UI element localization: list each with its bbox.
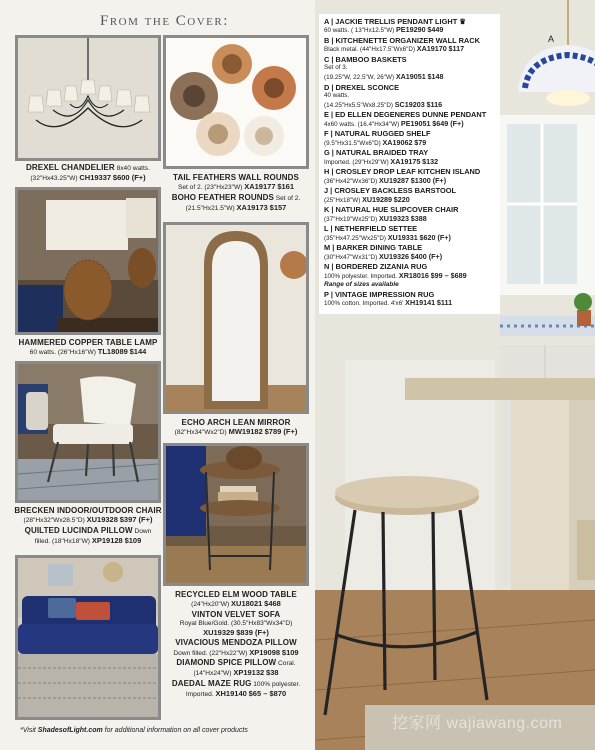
legend-name: KITCHENETTE ORGANIZER WALL RACK	[335, 36, 480, 45]
legend-spec: (37"Hx19"Wx25"D)	[324, 215, 378, 223]
elm-sku: XU18021	[231, 599, 263, 609]
brecken-dims: (28"Hx32"Wx28.5"D)	[23, 517, 85, 525]
lamp-name: HAMMERED COPPER TABLE LAMP	[18, 338, 158, 347]
mendoza-price: $109	[281, 647, 299, 657]
legend-detail	[324, 139, 496, 149]
legend-sku: XA19175	[390, 156, 421, 166]
legend-detail	[324, 177, 496, 187]
boho-price: $157	[269, 202, 287, 212]
elm-price: $468	[264, 599, 281, 609]
legend-spec2: (19.25"W, 22.5"W, 26"W)	[324, 74, 395, 81]
daedal-price: $65 – $870	[248, 688, 287, 698]
brecken-caption	[12, 506, 164, 546]
legend-sku: SC19203	[394, 99, 425, 109]
tail-sku: XA19177	[244, 182, 276, 192]
copper-lamp-photo	[15, 187, 161, 335]
legend-letter: L	[324, 224, 329, 234]
drexel-name: DREXEL CHANDELIER	[26, 163, 115, 172]
daedal-spec2: Imported.	[185, 690, 214, 698]
drexel-caption	[15, 163, 161, 184]
mendoza-name: VIVACIOUS MENDOZA PILLOW	[175, 638, 297, 648]
legend-spec: (25"Hx18"W)	[324, 196, 361, 204]
legend-spec: 60 watts. ( 13"Hx12.5"W)	[324, 27, 395, 35]
lucinda-spec: Down	[134, 527, 152, 535]
legend-detail	[324, 45, 496, 55]
legend-detail	[324, 101, 496, 111]
drexel-spec: 8x40 watts.	[116, 165, 150, 172]
legend-sku: XH19141	[405, 298, 436, 308]
legend-detail	[324, 299, 496, 309]
diamond-spec: Coral.	[278, 660, 296, 668]
tail-name: TAIL FEATHERS WALL ROUNDS	[173, 173, 299, 182]
legend-price: $388	[410, 213, 427, 223]
legend-price: $116	[426, 99, 443, 109]
legend-letter: H	[324, 167, 330, 177]
lamp-caption	[15, 338, 161, 358]
legend-item: K | NATURAL HUE SLIPCOVER CHAIR	[324, 205, 459, 215]
elm-dims: (24"Hx20"W)	[191, 601, 230, 609]
legend-item: C | BAMBOO BASKETS	[324, 55, 407, 64]
arch-mirror-image	[166, 225, 306, 411]
feather-rounds-photo	[163, 35, 309, 169]
legend-name: DREXEL SCONCE	[335, 82, 400, 92]
arch-mirror-photo	[163, 222, 309, 414]
legend-name: ED ELLEN DEGENERES DUNNE PENDANT	[335, 110, 487, 120]
legend-detail	[324, 272, 496, 282]
legend-name: BAMBOO BASKETS	[335, 55, 407, 64]
footer-site-link[interactable]: ShadesofLight.com	[37, 727, 103, 734]
daedal-name: DAEDAL MAZE RUG	[171, 678, 252, 688]
legend-spec: 100% polyester. Imported.	[324, 272, 398, 280]
lamp-price: $144	[129, 347, 147, 357]
mendoza-spec: Down filled. (22"Hx22"W)	[173, 649, 248, 657]
lamp-spec: 60 watts. (26"Hx16"W)	[29, 349, 96, 357]
velvet-sofa-image	[18, 558, 158, 717]
legend-price: $111	[436, 298, 453, 308]
legend-sku: PE19051	[400, 118, 431, 128]
legend-spec: 4x60 watts. (16.4"Hx34"W)	[324, 120, 400, 128]
lucinda-sku: XP19128	[91, 535, 123, 545]
lucinda-price: $109	[124, 535, 142, 545]
legend-detail	[324, 26, 496, 36]
boho-sku: XA19173	[236, 202, 268, 212]
brecken-chair-photo	[15, 361, 161, 503]
legend-sku: PE19290	[396, 25, 426, 35]
elm-table-photo	[163, 443, 309, 586]
elm-vinton-caption	[163, 590, 309, 699]
watermark: 挖家网 wajiawang.com	[392, 715, 563, 732]
brecken-chair-image	[18, 364, 158, 500]
legend-sku: XU19287	[379, 175, 409, 185]
footer-suffix: for additional information on all cover products	[102, 727, 248, 734]
drexel-chandelier-photo	[15, 35, 161, 161]
legend-letter: J	[324, 186, 329, 196]
drexel-chandelier-image	[18, 38, 158, 158]
brecken-sku: XU19328	[86, 515, 118, 525]
product-legend	[319, 14, 500, 314]
legend-sku: XA19051	[395, 72, 426, 81]
diamond-dims: (14"Hx24"W)	[193, 670, 232, 678]
legend-item: N | BORDERED ZIZANIA RUG	[324, 262, 428, 272]
legend-sku: XU19331	[387, 232, 418, 242]
legend-sku: XU19326	[379, 251, 409, 261]
legend-letter: K	[324, 205, 330, 215]
lucinda-spec2: filled. (18"Hx18"W)	[34, 537, 90, 545]
legend-item: P | VINTAGE IMPRESSION RUG	[324, 289, 435, 299]
legend-item: H | CROSLEY DROP LEAF KITCHEN ISLAND	[324, 167, 481, 177]
vinton-sku: XU19329	[203, 628, 235, 638]
legend-name: CROSLEY BACKLESS BARSTOOL	[334, 186, 456, 196]
legend-price: $117	[448, 44, 465, 54]
legend-name: BARKER DINING TABLE	[336, 243, 423, 253]
legend-sku: XU19323	[379, 213, 409, 223]
legend-letter: G	[324, 148, 330, 158]
legend-item: B | KITCHENETTE ORGANIZER WALL RACK	[324, 36, 480, 45]
legend-item: E | ED ELLEN DEGENERES DUNNE PENDANT	[324, 110, 487, 120]
legend-price: $220	[393, 194, 410, 204]
legend-letter: B	[324, 36, 330, 45]
lamp-sku: TL18089	[97, 347, 128, 357]
legend-price: $99 – $689	[430, 270, 467, 280]
legend-item: L | NETHERFIELD SETTEE	[324, 224, 418, 234]
legend-price: $400 (F+)	[410, 251, 443, 261]
legend-name: BORDERED ZIZANIA RUG	[335, 262, 428, 272]
legend-spec2: (14.25"Hx5.5"Wx8.25"D)	[324, 101, 394, 109]
legend-spec: (9.5"Hx31.5"Wx6"D)	[324, 139, 381, 147]
mendoza-sku: XP19098	[249, 647, 281, 657]
legend-letter: C	[324, 55, 330, 64]
legend-price: $449	[427, 25, 444, 35]
feather-rounds-image	[166, 38, 306, 166]
legend-price: $132	[422, 156, 439, 166]
legend-price: $620 (F+)	[419, 232, 451, 242]
elm-name: RECYCLED ELM WOOD TABLE	[175, 590, 297, 599]
legend-letter: P	[324, 289, 329, 299]
legend-letter: N	[324, 262, 330, 272]
mirror-sku: MW19182	[228, 427, 263, 437]
legend-item: A | JACKIE TRELLIS PENDANT LIGHT ♛	[324, 17, 466, 26]
boho-name: BOHO FEATHER ROUNDS	[171, 192, 274, 202]
legend-name: NATURAL RUGGED SHELF	[334, 129, 431, 139]
legend-sku: XU19289	[362, 194, 393, 204]
legend-sku: XA19062	[382, 137, 413, 147]
velvet-sofa-photo	[15, 555, 161, 720]
copper-lamp-image	[18, 190, 158, 332]
daedal-spec: 100% polyester.	[253, 680, 301, 688]
legend-sku: XR18016	[398, 270, 429, 280]
legend-letter: M	[324, 243, 331, 253]
legend-price: $148	[427, 72, 444, 81]
legend-letter: A	[324, 17, 330, 26]
legend-name: JACKIE TRELLIS PENDANT LIGHT	[335, 17, 458, 26]
boho-spec: Set of 2.	[275, 194, 301, 202]
mirror-name: ECHO ARCH LEAN MIRROR	[181, 418, 291, 427]
legend-detail	[324, 215, 496, 225]
legend-spec: Set of 3.	[324, 64, 348, 72]
legend-name: CROSLEY DROP LEAF KITCHEN ISLAND	[335, 167, 481, 177]
legend-price: $1300 (F+)	[410, 175, 447, 185]
legend-letter: D	[324, 82, 330, 92]
legend-spec: Black metal. (44"Hx17.5"Wx6"D)	[324, 46, 416, 54]
tail-price: $161	[277, 182, 295, 192]
vinton-name: VINTON VELVET SOFA	[191, 609, 281, 619]
brecken-name: BRECKEN INDOOR/OUTDOOR CHAIR	[14, 506, 162, 515]
legend-spec: 40 watts.	[324, 92, 350, 99]
legend-name: NATURAL HUE SLIPCOVER CHAIR	[335, 205, 459, 215]
legend-detail	[324, 158, 496, 168]
legend-spec: (35"Hx47.25"Wx25"D)	[324, 234, 387, 242]
legend-spec: (30"Hx47"Wx31"D)	[324, 253, 378, 261]
drexel-sku: CH19337	[79, 173, 112, 183]
legend-item: G | NATURAL BRAIDED TRAY	[324, 148, 429, 158]
legend-letter: E	[324, 110, 329, 120]
scene-callout-a: A	[548, 34, 555, 44]
elm-table-image	[166, 446, 306, 583]
legend-item: D | DREXEL SCONCE	[324, 82, 400, 92]
legend-detail	[324, 196, 496, 206]
vinton-spec: Royal Blue/Gold. (30.5"Hx83"Wx34"D)	[179, 619, 293, 627]
legend-item: J | CROSLEY BACKLESS BARSTOOL	[324, 186, 456, 196]
lucinda-name: QUILTED LUCINDA PILLOW	[24, 525, 133, 535]
legend-letter: F	[324, 129, 329, 139]
legend-name: NATURAL BRAIDED TRAY	[335, 148, 429, 158]
page-title: From the Cover:	[100, 13, 229, 29]
legend-price: $79	[414, 137, 427, 147]
legend-spec: 100% cotton. Imported. 4'x6'	[324, 300, 404, 308]
mirror-caption	[163, 418, 309, 438]
daedal-sku: XH19140	[215, 688, 247, 698]
tail-spec: Set of 2. (23"Hx23"W)	[177, 184, 243, 192]
footer-prefix: *Visit	[20, 727, 38, 734]
crown-icon: ♛	[459, 17, 466, 26]
legend-name: VINTAGE IMPRESSION RUG	[334, 289, 435, 299]
legend-sku: XA19170	[416, 44, 447, 54]
legend-note: Range of sizes available	[324, 281, 399, 289]
legend-item: M | BARKER DINING TABLE	[324, 243, 423, 253]
mirror-dims: (82"Hx34"Wx2"D)	[174, 429, 227, 437]
drexel-price: $600 (F+)	[112, 173, 146, 183]
diamond-price: $38	[266, 668, 279, 678]
legend-name: NETHERFIELD SETTEE	[334, 224, 418, 234]
vinton-price: $839 (F+)	[236, 628, 269, 638]
legend-spec: (36"Hx42"Wx36"D)	[324, 177, 378, 185]
legend-detail	[324, 120, 496, 130]
drexel-dims: (32"Hx43.25"W)	[30, 175, 78, 183]
legend-detail	[324, 253, 496, 263]
legend-spec: Imported. (29"Hx29"W)	[324, 158, 389, 166]
footer-note	[20, 727, 248, 734]
diamond-name: DIAMOND SPICE PILLOW	[176, 658, 277, 668]
legend-detail	[324, 234, 496, 244]
legend-item: F | NATURAL RUGGED SHELF	[324, 129, 431, 139]
tail-boho-caption	[163, 173, 309, 213]
boho-dims: (21.5"Hx21.5"W)	[185, 204, 235, 212]
mirror-price: $789 (F+)	[264, 427, 298, 437]
diamond-sku: XP19132	[233, 668, 265, 678]
legend-detail	[324, 73, 496, 83]
brecken-price: $397 (F+)	[119, 515, 153, 525]
legend-price: $649 (F+)	[432, 118, 464, 128]
